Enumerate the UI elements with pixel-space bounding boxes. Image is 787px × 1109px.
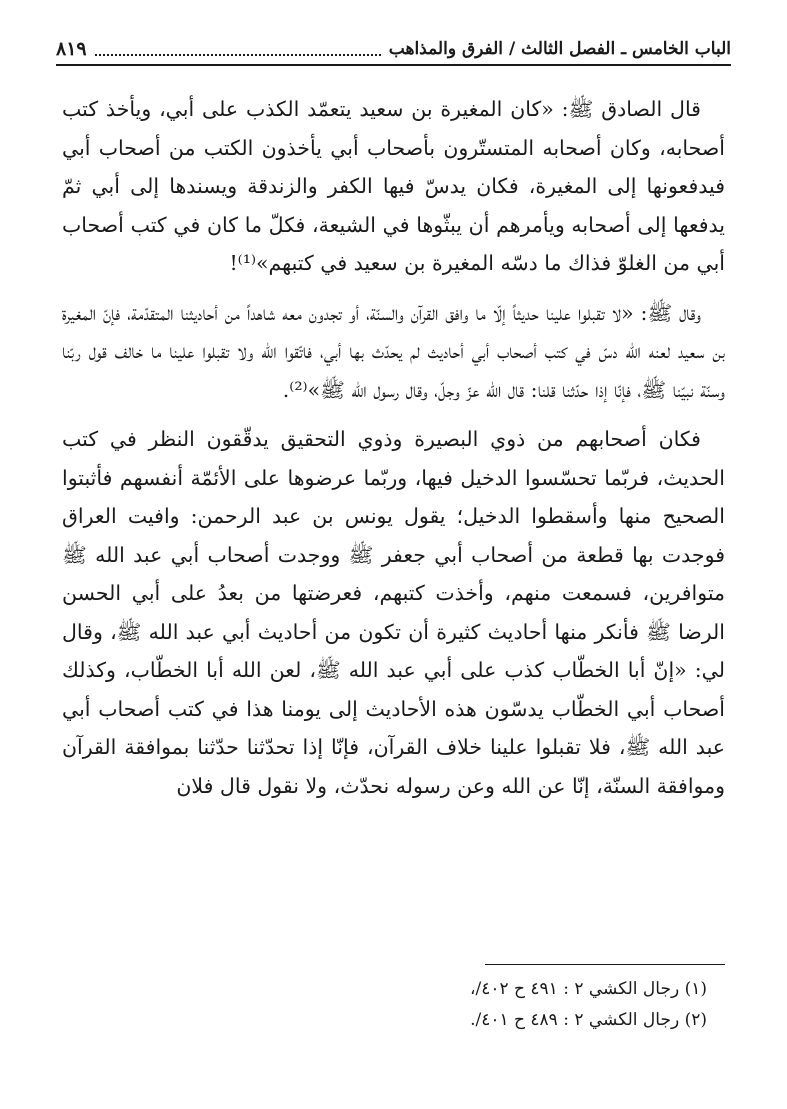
paragraph: وقال ﷺ: «لا تقبلوا علينا حديثاً إلّا ما وافق القرآن والسنّة، أو تجدون معه شاهداً من أحاديثنا المتقدّمة، فإنّ المغيرة بن سعيد لعنه الله دسّ في كتب أصحاب أبي أحاديث لم يحدّث بها أبي، فاتّقوا الله ولا تقبلوا علينا ما خالف قول ربّنا وسنّة نبيّنا ﷺ، فإنّا إذا حدّثنا قلنا: قال الله عزّ وجلّ، وقال رسول الله ﷺ»⁽²⁾.: [62, 300, 725, 402]
footnote-item: (١) رجال الكشي ٢ : ٤٩١ ح ٤٠٢/،: [469, 979, 707, 999]
footnotes: [62, 974, 707, 1036]
main-text: [62, 90, 725, 805]
paragraph: فكان أصحابهم من ذوي البصيرة وذوي التحقيق يدقّقون النظر في كتب الحديث، فربّما تحسّسوا الدخيل فيها، وربّما عرضوها على الأئمّة أنفسهم فأثبتوا الصحيح منها وأسقطوا الدخيل؛ يقول يونس بن عبد الرحمن: وافيت العراق فوجدت بها قطعة من أصحاب أبي جعفر ﷺ ووجدت أصحاب أبي عبد الله ﷺ متوافرين، فسمعت منهم، وأخذت كتبهم، فعرضتها من بعدُ على أبي الحسن الرضا ﷺ فأنكر منها أحاديث كثيرة أن تكون من أحاديث أبي عبد الله ﷺ، وقال لي: «إنّ أبا الخطّاب كذب على أبي عبد الله ﷺ، لعن الله أبا الخطّاب، وكذلك أصحاب أبي الخطّاب يدسّون هذه الأحاديث إلى يومنا هذا في كتب أصحاب أبي عبد الله ﷺ، فلا تقبلوا علينا خلاف القرآن، فإنّا إذا تحدّثنا حدّثنا بموافقة القرآن وموافقة السنّة، إنّا عن الله وعن رسوله نحدّث، ولا نقول قال فلان: [62, 427, 725, 798]
footnote-separator: [485, 964, 725, 965]
header-dot-leader: [95, 42, 381, 56]
paragraph: قال الصادق ﷺ: «كان المغيرة بن سعيد يتعمّد الكذب على أبي، ويأخذ كتب أصحابه، وكان أصحابه المتستّرون بأصحاب أبي يأخذون الكتب من أصحاب أبي فيدفعونها إلى المغيرة، فكان يدسّ فيها الكفر والزندقة ويسندها إلى أبي ثمّ يدفعها إلى أصحابه ويأمرهم أن يبثّوها في الشيعة، فكلّ ما كان في كتب أصحاب أبي من الغلوّ فذاك ما دسّه المغيرة بن سعيد في كتبهم»⁽¹⁾!: [62, 97, 725, 275]
running-header: [56, 34, 731, 66]
page-number: ٨١٩: [56, 38, 87, 60]
header-title: الباب الخامس ـ الفصل الثالث / الفرق والمذاهب: [388, 39, 731, 59]
footnote-item: (٢) رجال الكشي ٢ : ٤٨٩ ح ٤٠١/.: [470, 1010, 707, 1030]
